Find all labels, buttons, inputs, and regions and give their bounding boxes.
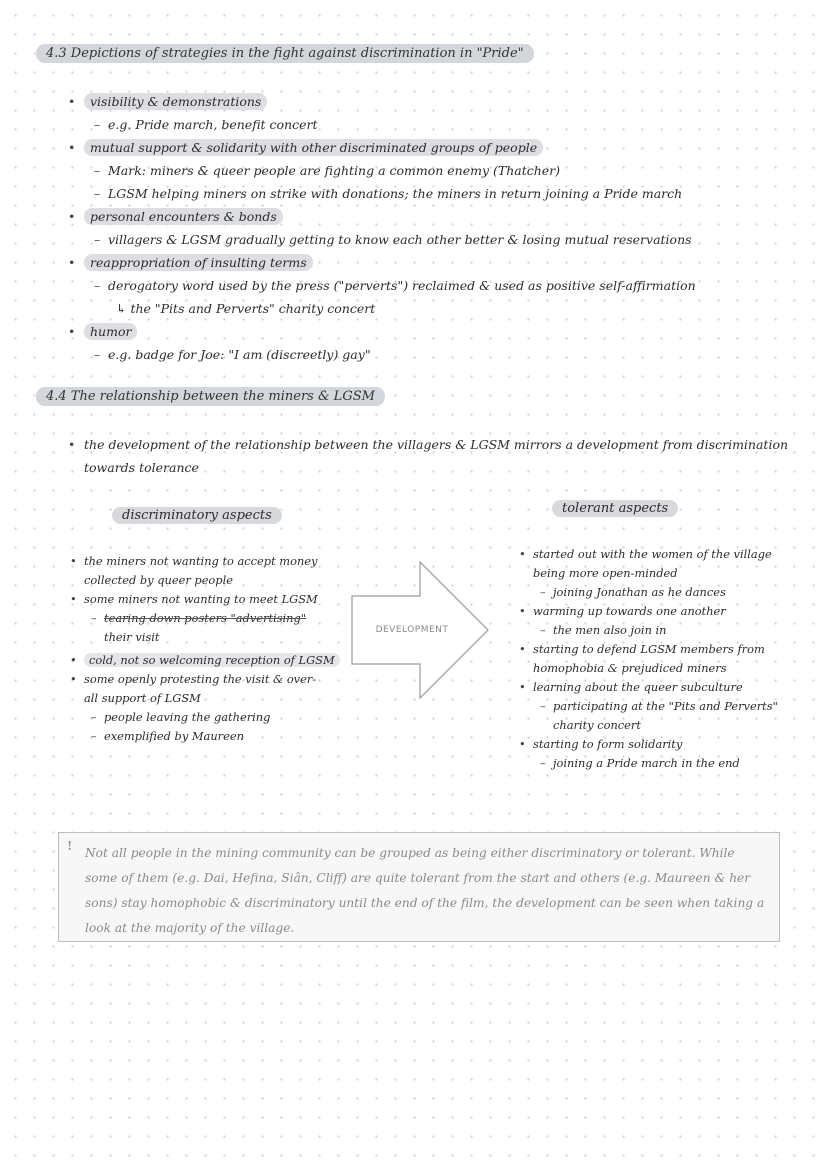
intro-line: • the development of the relationship between the villagers & LGSM mirrors a development from discrimination — [84, 433, 788, 456]
list-item: • starting to defend LGSM members from — [533, 640, 778, 659]
list-subitem: – villagers & LGSM gradually getting to know each other better & losing mutual reservations — [108, 228, 696, 251]
list-subitem: – tearing down posters "advertising" — [104, 609, 340, 628]
section-heading-4-3: 4.3 Depictions of strategies in the fight against discrimination in "Pride" — [36, 44, 534, 63]
list-item: • some openly protesting the visit & over- — [84, 670, 340, 689]
note-text: Not all people in the mining community can be grouped as being either discriminatory or tolerant. While some of them (e.g. Dai, Hefina, Siân, Cliff) are quite tolerant from the start and others (e.g. Maureen & her sons) stay homophobic & discriminatory until the end of the film, the development can be seen when taking a look at the majority of the village. — [85, 846, 765, 935]
list-subitem: – joining a Pride march in the end — [553, 754, 778, 773]
intro-paragraph — [84, 433, 788, 479]
list-subitem: – joining Jonathan as he dances — [553, 583, 778, 602]
list-item: • visibility & demonstrations — [84, 90, 696, 113]
list-item: • starting to form solidarity — [533, 735, 778, 754]
list-item: • learning about the queer subculture — [533, 678, 778, 697]
list-subitem: – derogatory word used by the press ("perverts") reclaimed & used as positive self-affirmation — [108, 274, 696, 297]
intro-line: towards tolerance — [84, 460, 199, 475]
list-subitem: – people leaving the gathering — [104, 708, 340, 727]
list-item-cont: homophobia & prejudiced miners — [533, 661, 727, 675]
list-item: • personal encounters & bonds — [84, 205, 696, 228]
list-item: • warming up towards one another — [533, 602, 778, 621]
tolerant-list — [533, 545, 778, 773]
list-item: • started out with the women of the village — [533, 545, 778, 564]
list-item: • reappropriation of insulting terms — [84, 251, 696, 274]
strategies-list — [84, 90, 696, 366]
list-subitem: – e.g. badge for Joe: "I am (discreetly) gay" — [108, 343, 696, 366]
list-item-cont: collected by queer people — [84, 573, 233, 587]
list-item: • the miners not wanting to accept money — [84, 552, 340, 571]
list-item: • cold, not so welcoming reception of LGSM — [84, 651, 340, 670]
discriminatory-list — [84, 552, 340, 746]
exclamation-icon: ! — [67, 839, 73, 853]
section-heading-4-4: 4.4 The relationship between the miners & LGSM — [36, 387, 385, 406]
list-subitem-arrow: ↳ the "Pits and Perverts" charity concert — [116, 301, 376, 316]
list-subitem-cont: their visit — [104, 630, 160, 644]
list-subitem: – participating at the "Pits and Perverts" — [553, 697, 778, 716]
list-subitem: – e.g. Pride march, benefit concert — [108, 113, 696, 136]
list-subitem-cont: charity concert — [553, 718, 641, 732]
list-subitem: – exemplified by Maureen — [104, 727, 340, 746]
list-subitem: – Mark: miners & queer people are fighting a common enemy (Thatcher) — [108, 159, 696, 182]
note-box — [58, 832, 780, 942]
list-item: • mutual support & solidarity with other discriminated groups of people — [84, 136, 696, 159]
discriminatory-title: discriminatory aspects — [112, 507, 282, 524]
list-subitem: – the men also join in — [553, 621, 778, 640]
tolerant-title: tolerant aspects — [552, 500, 678, 517]
list-item-cont: all support of LGSM — [84, 691, 201, 705]
list-item-cont: being more open-minded — [533, 566, 678, 580]
list-item: • some miners not wanting to meet LGSM — [84, 590, 340, 609]
arrow-label: DEVELOPMENT — [375, 625, 449, 635]
list-subitem: – LGSM helping miners on strike with donations; the miners in return joining a Pride march — [108, 182, 696, 205]
list-item: • humor — [84, 320, 696, 343]
